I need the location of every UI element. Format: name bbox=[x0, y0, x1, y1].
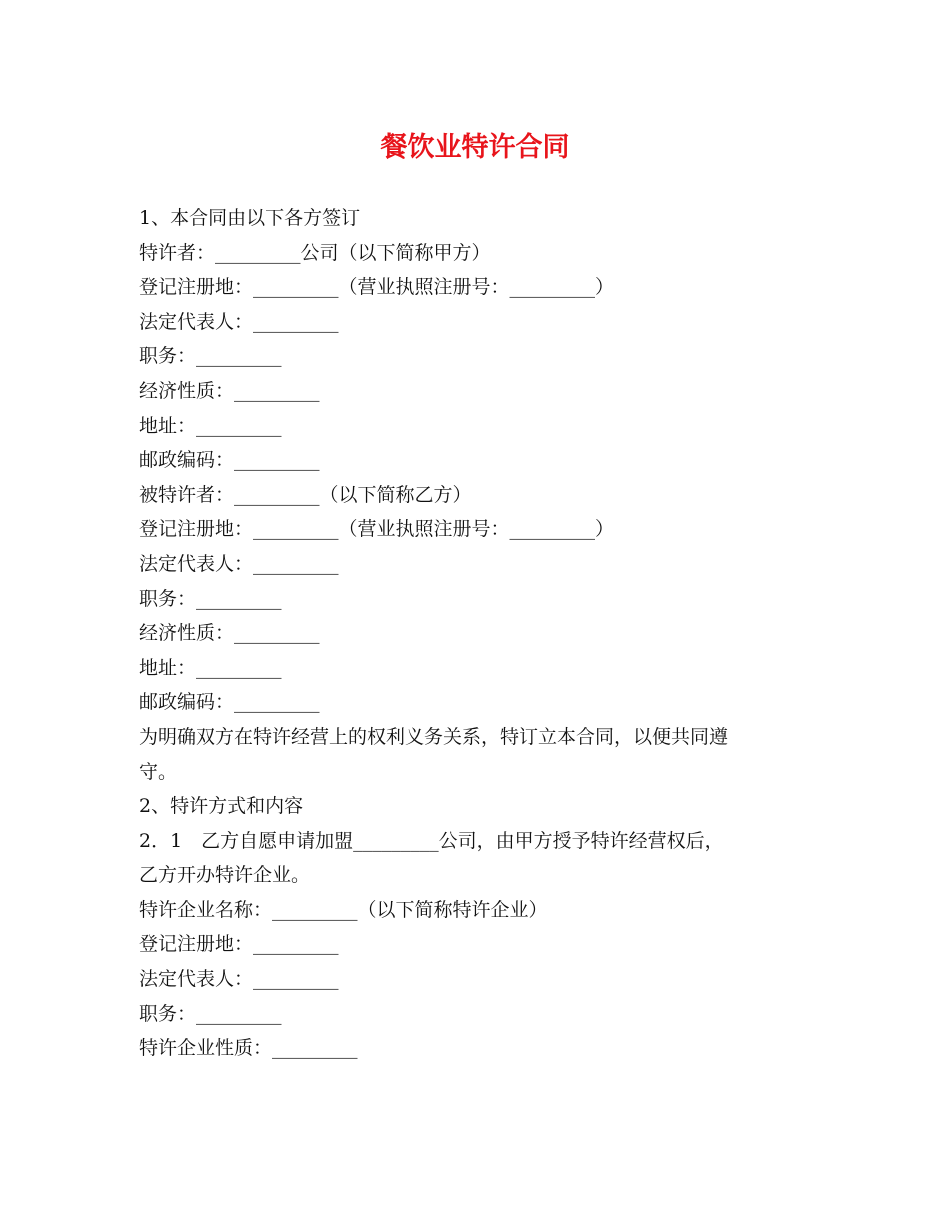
franchisee-position-line: 职务：_________ bbox=[139, 587, 282, 610]
franchisor-address-line: 地址：_________ bbox=[139, 414, 282, 437]
purpose-paragraph-line-2: 守。 bbox=[139, 760, 178, 783]
franchisor-postcode-line: 邮政编码：_________ bbox=[139, 449, 320, 472]
franchisee-registration-line: 登记注册地：_________（营业执照注册号：_________） bbox=[139, 518, 615, 541]
document-body bbox=[139, 201, 819, 1066]
franchisor-legal-rep-line: 法定代表人：_________ bbox=[139, 310, 339, 333]
franchisee-address-line: 地址：_________ bbox=[139, 656, 282, 679]
franchisee-line: 被特许者：_________（以下简称乙方） bbox=[139, 483, 472, 506]
franchisor-position-line: 职务：_________ bbox=[139, 345, 282, 368]
document-title: 餐饮业特许合同 bbox=[380, 132, 570, 163]
franchise-enterprise-registration-line: 登记注册地：_________ bbox=[139, 933, 339, 956]
franchise-enterprise-name-line: 特许企业名称：_________（以下简称特许企业） bbox=[139, 898, 548, 921]
clause-2-1-line-1: 2．1 乙方自愿申请加盟_________公司，由甲方授予特许经营权后， bbox=[139, 829, 724, 852]
section-heading-franchise-method: 2、特许方式和内容 bbox=[139, 795, 304, 818]
franchisee-legal-rep-line: 法定代表人：_________ bbox=[139, 552, 339, 575]
section-heading-parties: 1、本合同由以下各方签订 bbox=[139, 207, 361, 229]
franchise-enterprise-legal-rep-line: 法定代表人：_________ bbox=[139, 968, 339, 991]
franchisor-registration-line: 登记注册地：_________（营业执照注册号：_________） bbox=[139, 276, 615, 299]
purpose-paragraph-line-1: 为明确双方在特许经营上的权利义务关系，特订立本合同，以便共同遵 bbox=[139, 725, 729, 748]
franchisor-line: 特许者：_________公司（以下简称甲方） bbox=[139, 241, 491, 264]
franchisee-postcode-line: 邮政编码：_________ bbox=[139, 691, 320, 714]
clause-2-1-line-2: 乙方开办特许企业。 bbox=[139, 864, 311, 887]
franchisor-economic-nature-line: 经济性质：_________ bbox=[139, 379, 320, 402]
franchise-enterprise-nature-line: 特许企业性质：_________ bbox=[139, 1037, 358, 1060]
franchise-enterprise-position-line: 职务：_________ bbox=[139, 1002, 282, 1025]
franchisee-economic-nature-line: 经济性质：_________ bbox=[139, 622, 320, 645]
